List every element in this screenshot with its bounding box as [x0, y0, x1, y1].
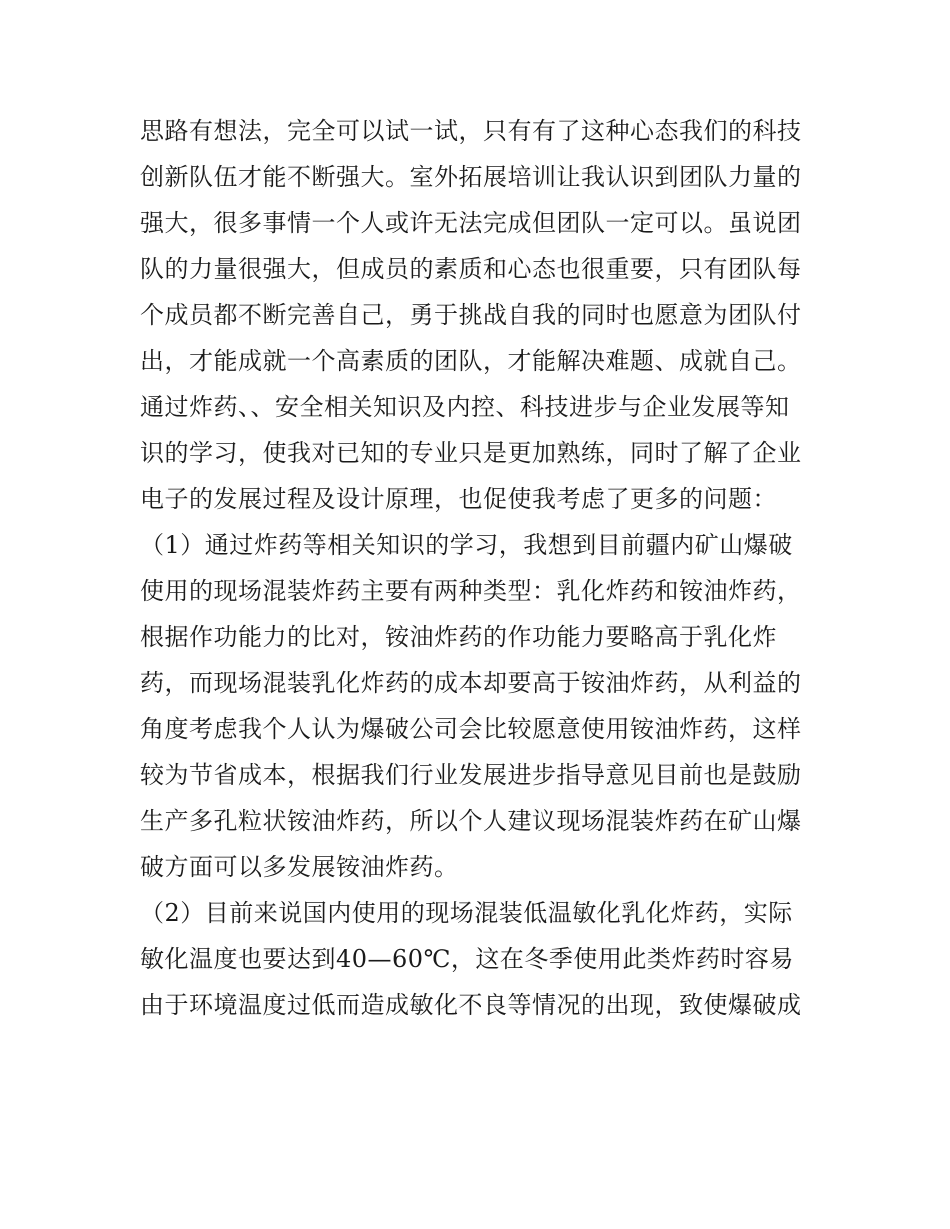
- text-line: 生产多孔粒状铵油炸药，所以个人建议现场混装炸药在矿山爆: [140, 807, 802, 835]
- text-line: 根据作功能力的比对，铵油炸药的作功能力要略高于乳化炸: [140, 623, 777, 651]
- text-line: 由于环境温度过低而造成敏化不良等情况的出现，致使爆破成: [140, 991, 802, 1019]
- text-line: 电子的发展过程及设计原理，也促使我考虑了更多的问题：: [140, 485, 777, 513]
- text-line: （1）通过炸药等相关知识的学习，我想到目前疆内矿山爆破: [140, 531, 793, 559]
- text-line: 思路有想法，完全可以试一试，只有有了这种心态我们的科技: [140, 117, 802, 145]
- text-line: 较为节省成本，根据我们行业发展进步指导意见目前也是鼓励: [140, 761, 802, 789]
- text-line: 创新队伍才能不断强大。室外拓展培训让我认识到团队力量的: [140, 163, 802, 191]
- text-line: （2）目前来说国内使用的现场混装低温敏化乳化炸药，实际: [140, 899, 793, 927]
- text-line: 敏化温度也要达到40—60℃，这在冬季使用此类炸药时容易: [140, 945, 794, 973]
- text-line: 药，而现场混装乳化炸药的成本却要高于铵油炸药，从利益的: [140, 669, 802, 697]
- text-line: 出，才能成就一个高素质的团队，才能解决难题、成就自己。: [140, 347, 802, 375]
- text-line: 破方面可以多发展铵油炸药。: [140, 853, 459, 881]
- text-line: 队的力量很强大，但成员的素质和心态也很重要，只有团队每: [140, 255, 802, 283]
- text-line: 个成员都不断完善自己，勇于挑战自我的同时也愿意为团队付: [140, 301, 802, 329]
- text-line: 识的学习，使我对已知的专业只是更加熟练，同时了解了企业: [140, 439, 802, 467]
- body-text: [140, 108, 820, 1028]
- text-line: 通过炸药、、安全相关知识及内控、科技进步与企业发展等知: [140, 393, 790, 421]
- text-line: 使用的现场混装炸药主要有两种类型：乳化炸药和铵油炸药，: [140, 577, 802, 605]
- text-line: 强大，很多事情一个人或许无法完成但团队一定可以。虽说团: [140, 209, 802, 237]
- text-line: 角度考虑我个人认为爆破公司会比较愿意使用铵油炸药，这样: [140, 715, 802, 743]
